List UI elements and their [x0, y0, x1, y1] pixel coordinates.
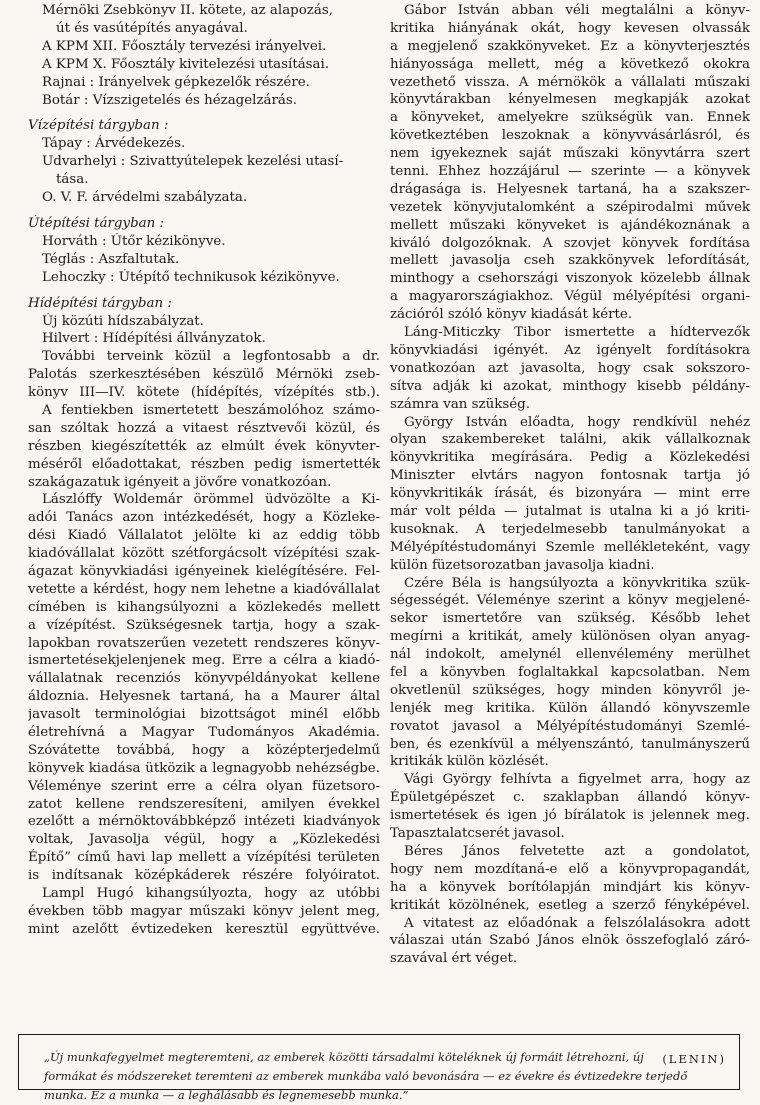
text-line: A KPM XII. Főosztály tervezési irányelvei. [42, 38, 327, 54]
text-line: lenjék meg kritika. Külön állandó könyvszemle [390, 700, 750, 716]
text-line: fel a könyvben foglaltakkal kapcsolatban. Nem [390, 665, 750, 680]
text-line: ben, és ezenkívül a mélyenszántó, tanulmányszerű [390, 736, 750, 752]
text-line: javasolt terminológiai bizottságot minél előbb [28, 707, 380, 723]
text-line: a megjelenő szakkönyveket. Ez a könyvterjesztés [390, 38, 750, 54]
left-column [28, 2, 380, 939]
text-line: adói Tanács azon intézkedését, hogy a Közleke- [28, 510, 380, 526]
text-line: Új közúti hídszabályzat. [42, 313, 204, 329]
text-line: mellett műszaki könyveket is ajándékoznának a [390, 217, 750, 233]
text-line: tenni. Ehhez hozzájárul — szerinte — a könyvek [390, 164, 750, 180]
text-line: szavával ért véget. [390, 951, 518, 967]
text-line: Véleménye szerint erre a célra olyan füzetsoro- [28, 778, 380, 794]
text-line: szakágazatuk igényeit a jövőre vonatkozóan. [28, 474, 332, 490]
text-line: Horváth : Útőr kézikönyve. [42, 233, 226, 249]
text-line: zációról szóló könyv kiadását kérte. [390, 307, 633, 323]
text-line: már volt példa — jutalmat is utalna ki a jó kriti- [390, 503, 750, 519]
text-line: O. V. F. árvédelmi szabályzata. [42, 190, 248, 206]
text-line: válaszai után Szabó János elnök összefoglaló záró- [390, 933, 750, 949]
quote-author: (LENIN) [662, 1052, 726, 1066]
text-line: zatot kellene rendszeresíteni, amilyen évekkel [28, 796, 380, 812]
text-line: könyvek kiadása ütközik a legnagyobb nehézségbe. [28, 760, 380, 776]
text-line: Czére Béla is hangsúlyozta a könyvkritika szük- [404, 575, 750, 591]
quote-line: munka. Ez a munka — a leghálásabb és legnemesebb munka.” [44, 1088, 409, 1102]
text-line: is indítsanak középkáderek részére folyóiratot. [28, 868, 380, 884]
text-line: út és vasútépítés anyagával. [56, 20, 248, 36]
text-line: ha a könyvek borítólapján mindjárt kis könyv- [390, 879, 750, 895]
text-line: György István előadta, hogy rendkívül nehéz [404, 414, 750, 430]
text-line: vonatkozóan azt javasolta, hogy csak sokszoro- [390, 360, 750, 376]
text-line: kritika hiányának okát, hogy kevesen olvassák [390, 20, 750, 36]
text-line: ismertetésekjelenjenek meg. Erre a célra a kiadó- [28, 653, 380, 669]
text-line: Udvarhelyi : Szivattyútelepek kezelési utasí- [42, 154, 344, 170]
text-line: könyvkritikák írását, és bizonyára — mint erre [390, 486, 750, 502]
text-line: könyvtárakban kényelmesen megkapják azokat [390, 92, 750, 108]
text-line: tása. [56, 172, 89, 188]
text-line: ségességét. Véleménye szerint a könyv megjelené- [390, 593, 750, 609]
text-line: kiadóvállalat között szétforgácsolt vízépítési szak- [28, 546, 380, 562]
text-line: A KPM X. Főosztály kivitelezési utasításai. [42, 56, 330, 72]
text-line: ismertetések és igen jó bírálatok is jelennek meg. [390, 808, 750, 824]
text-line: a könyveket, amelyekre szükségük van. Ennek [390, 110, 750, 126]
text-line: Épületgépészet c. szaklapban állandó könyv- [390, 790, 750, 806]
text-line: számra van szükség. [390, 396, 530, 412]
text-line: Láng-Miticzky Tibor ismertette a hídtervezők [404, 325, 750, 341]
quote-text [44, 1048, 734, 1105]
text-line: A vitatest az előadónak a felszólalásokra adott [404, 915, 750, 931]
text-line: években több magyar műszaki könyv jelent meg, [28, 903, 380, 919]
text-line: sítva adják ki azokat, minthogy kisebb példány- [390, 378, 750, 394]
text-line: vetette a kérdést, hogy nem lehetne a kiadóvállalat [28, 581, 380, 597]
text-line: külön füzetsorozatban javasolja kiadni. [390, 557, 655, 573]
text-line: Hídépítési tárgyban : [28, 295, 172, 311]
text-line: okvetlenül szükséges, hogy minden könyvről je- [390, 682, 750, 698]
text-line: megírni a kritikát, amely különösen olyan anyag- [390, 629, 750, 645]
paragraph-gap [28, 287, 380, 295]
text-line: lapokban rovatszerűen vezetett rendszeres könyv- [28, 635, 380, 651]
text-line: könyvkritika megírására. Pedig a Közlekedési [390, 450, 750, 466]
text-line: kritikák külön közlését. [390, 754, 549, 770]
text-line: vezetek könyvjutalomként a szépirodalmi művek [390, 199, 750, 215]
text-line: ezelőtt a mérnöktovábbképző intézeti kiadványok [28, 814, 380, 830]
text-line: Tápay : Árvédekezés. [42, 136, 186, 152]
text-line: ágazat könyvkiadási igényeinek kielégítésére. Fel- [28, 564, 380, 580]
text-line: További terveink közül a legfontosabb a dr. [42, 349, 380, 365]
text-line: kiváló dolgozóknak. A szovjet könyvek fordítása [390, 235, 750, 251]
text-line: hogy nem mozdítaná-e elő a könyvpropagandát, [390, 861, 750, 877]
text-line: a magyarországiakhoz. Végül mélyépítési organi- [390, 289, 750, 305]
text-line: életrehívná a Magyar Tudományos Akadémia. [28, 725, 380, 741]
text-line: részben kiegészítették az elmúlt évek könyvter- [28, 438, 380, 454]
text-line: Botár : Vízszigetelés és hézagelzárás. [42, 92, 298, 108]
text-line: Lászlóffy Woldemár örömmel üdvözölte a Ki- [42, 492, 380, 508]
text-line: dési Kiadó Vállalatot jelölte ki az eddig több [28, 528, 380, 544]
text-line: címében is kihangsúlyozni a közlekedés mellett [28, 599, 380, 615]
text-line: Miniszter elvtárs nagyon fontosnak tartja jó [390, 468, 750, 484]
text-line: könyv III—IV. kötete (hídépítés, vízépítés stb.). [28, 385, 380, 401]
text-line: kusoknak. A terjedelmesebb tanulmányokat a [390, 521, 750, 537]
quote-line: „Új munkafegyelmet megteremteni, az emberek közötti társadalmi köteléknek új formáit létrehozni, új [44, 1050, 644, 1064]
quote-line: formákat és módszereket teremteni az emberek munkába való bevonására — ez évekre és évtizedekre terjedő [44, 1069, 688, 1083]
text-line: nem igyekeznek saját műszaki könyvtárra szert [390, 146, 750, 162]
text-line: Építő” című havi lap mellett a vízépítési területen [28, 850, 380, 866]
text-line: Szóvátette továbbá, hogy a középterjedelmű [28, 742, 380, 758]
text-line: mint azelőtt évtizedeken keresztül együttvéve. [28, 921, 380, 937]
text-line: mellett javasolja cseh szakkönyvek lefordítását, [390, 253, 750, 269]
paragraph-gap [28, 207, 380, 215]
text-line: Rajnai : Irányelvek gépkezelők részére. [42, 74, 310, 90]
text-line: Útépítési tárgyban : [28, 215, 165, 231]
text-line: nál indokolt, amelynél ellenvélemény merülhet [390, 647, 750, 663]
text-line: Gábor István abban véli megtalálni a könyv- [404, 3, 750, 18]
paragraph-gap [28, 109, 380, 117]
text-line: hiányossága mellett, még a következő okokra [390, 56, 750, 72]
text-line: Lampl Hugó kihangsúlyozta, hogy az utóbbi [42, 886, 380, 902]
text-line: Téglás : Aszfaltutak. [42, 251, 180, 267]
text-line: következtében leszoknak a könyvvásárlásról, és [390, 128, 750, 144]
text-line: olyan szakembereket találni, akik vállalkoznak [390, 432, 750, 448]
text-line: A fentiekben ismertetett beszámolóhoz számo- [42, 402, 380, 418]
text-line: Lehoczky : Útépítő technikusok kézikönyve. [42, 269, 340, 285]
text-line: kritikát közölnének, esetleg a szerző fényképével. [390, 897, 750, 913]
text-line: Palotás szerkesztésében készülő Mérnöki zseb- [28, 367, 380, 383]
text-line: minthogy a csehországi viszonyok közelebb állnak [390, 271, 750, 287]
right-column [390, 2, 750, 968]
text-line: voltak, Javasolja végül, hogy a „Közlekedési [28, 832, 380, 848]
text-line: vállalatnak recenziós könyvpéldányokat kellene [28, 671, 380, 687]
text-line: rovatot javasol a Mélyépítéstudományi Szemlé- [390, 718, 750, 734]
text-line: Tapasztalatcserét javasol. [390, 826, 565, 842]
text-line: drágasága is. Helyesnek tartaná, ha a szakszer- [390, 181, 750, 197]
text-line: Vízépítési tárgyban : [28, 118, 169, 134]
text-line: Vági György felhívta a figyelmet arra, hogy az [404, 772, 750, 788]
text-line: Mélyépítéstudományi Szemle mellékleteként, vagy [390, 539, 750, 555]
text-line: san szóltak hozzá a vitaest résztvevői közül, és [28, 420, 380, 436]
text-line: a vízépítést. Szükségesnek tartja, hogy a szak- [28, 617, 380, 633]
text-line: méséről előadottakat, részben pedig ismertették [28, 456, 380, 472]
text-line: áldoznia. Helyesnek tartaná, ha a Maurer által [28, 689, 380, 705]
text-line: sekor ismertetőre van szükség. Később lehet [390, 611, 750, 627]
text-line: vezethető vissza. A mérnökök a vállalati műszaki [390, 74, 750, 90]
text-line: könyvkiadási igényét. Az igényelt fordításokra [390, 342, 750, 358]
text-line: Béres János felvetette azt a gondolatot, [404, 843, 750, 859]
text-line: Mérnöki Zsebkönyv II. kötete, az alapozás, [42, 3, 333, 18]
text-line: Hilvert : Hídépítési állványzatok. [42, 331, 266, 347]
